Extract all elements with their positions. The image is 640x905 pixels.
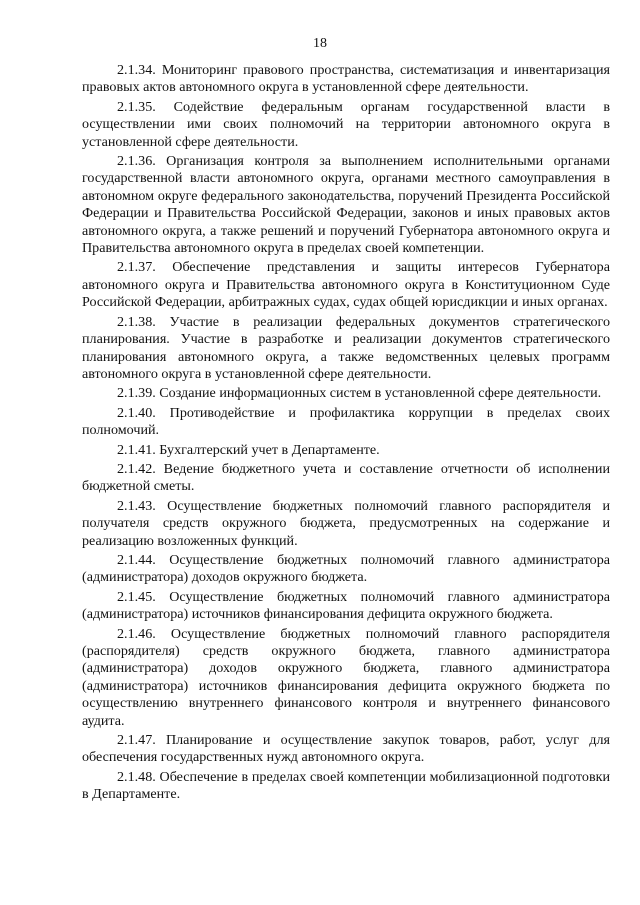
- paragraph-2-1-43: 2.1.43. Осуществление бюджетных полномочий главного распорядителя и получателя средств окружного бюджета, предусмотренных на содержание и реализацию возложенных функций.: [82, 497, 610, 549]
- paragraph-2-1-34: 2.1.34. Мониторинг правового пространства, систематизация и инвентаризация правовых актов автономного округа в установленной сфере деятельности.: [82, 62, 610, 96]
- paragraph-2-1-40: 2.1.40. Противодействие и профилактика коррупции в пределах своих полномочий.: [82, 404, 610, 439]
- paragraph-2-1-44: 2.1.44. Осуществление бюджетных полномочий главного администратора (администратора) доходов окружного бюджета.: [82, 551, 610, 586]
- paragraph-2-1-35: 2.1.35. Содействие федеральным органам государственной власти в осуществлении ими своих полномочий на территории автономного округа в установленной сфере деятельности.: [82, 98, 610, 150]
- paragraph-2-1-37: 2.1.37. Обеспечение представления и защиты интересов Губернатора автономного округа и Правительства автономного округа в Конституционном Суде Российской Федерации, арбитражных судах, судах общей юрисдикции и иных органах.: [82, 259, 610, 311]
- document-body: [82, 62, 610, 806]
- paragraph-2-1-36: 2.1.36. Организация контроля за выполнением исполнительными органами государственной власти автономного округа, органами местного самоуправления в автономном округе федерального законодательства, поручений Президента Российской Федерации и Правительства Российской Федерации, законов и иных правовых актов автономного округа, а также решений и поручений Губернатора автономного округа и Правительства автономного округа в пределах своей компетенции.: [82, 153, 610, 257]
- paragraph-2-1-45: 2.1.45. Осуществление бюджетных полномочий главного администратора (администратора) источников финансирования дефицита окружного бюджета.: [82, 588, 610, 623]
- paragraph-2-1-41: 2.1.41. Бухгалтерский учет в Департаменте.: [117, 441, 380, 458]
- paragraph-2-1-48: 2.1.48. Обеспечение в пределах своей компетенции мобилизационной подготовки в Департаменте.: [82, 768, 610, 803]
- paragraph-2-1-42: 2.1.42. Ведение бюджетного учета и составление отчетности об исполнении бюджетной сметы.: [82, 460, 610, 495]
- paragraph-2-1-47: 2.1.47. Планирование и осуществление закупок товаров, работ, услуг для обеспечения государственных нужд автономного округа.: [82, 732, 610, 766]
- paragraph-2-1-46: 2.1.46. Осуществление бюджетных полномочий главного распорядителя (распорядителя) средств окружного бюджета, главного администратора (администратора) доходов окружного бюджета, главного администратора (администратора) источников финансирования дефицита окружного бюджета по осуществлению внутреннего финансового контроля и внутреннего финансового аудита.: [82, 625, 610, 729]
- page-number: 18: [313, 36, 327, 51]
- paragraph-2-1-39: 2.1.39. Создание информационных систем в установленной сфере деятельности.: [117, 385, 602, 402]
- paragraph-2-1-38: 2.1.38. Участие в реализации федеральных документов стратегического планирования. Участие в разработке и реализации документов стратегического планирования автономного округа, а также ведомственных целевых программ автономного округа в установленной сфере деятельности.: [82, 313, 610, 382]
